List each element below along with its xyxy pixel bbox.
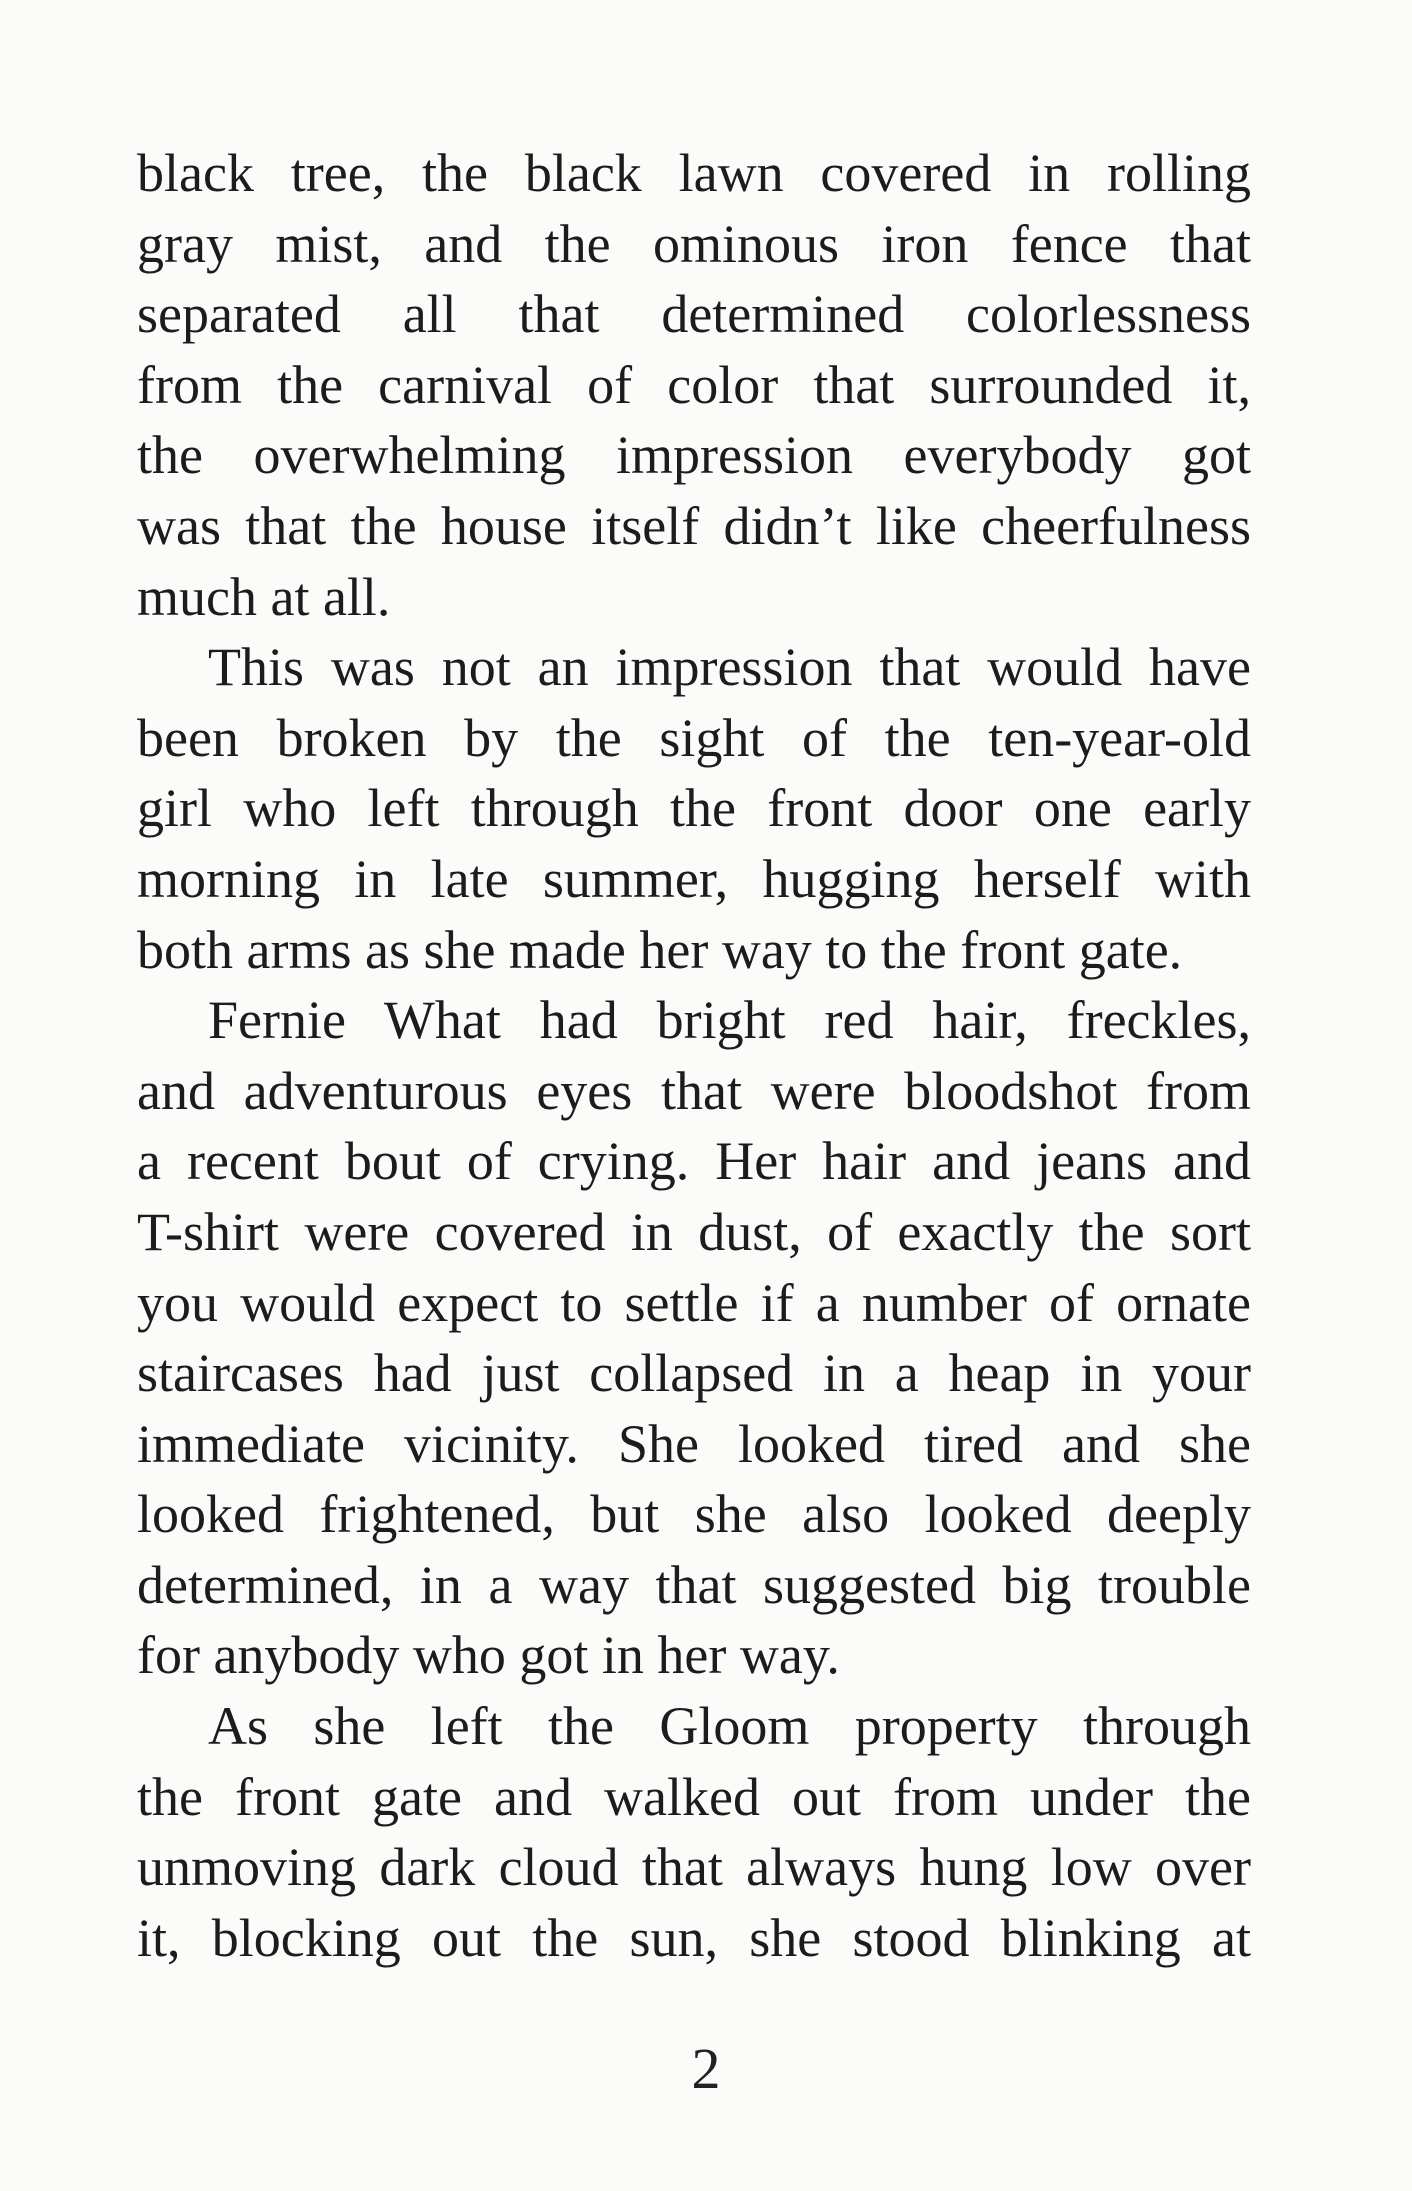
text-line: T-shirt were covered in dust, of exactly the sort [137,1201,1251,1262]
paragraph [137,138,1251,632]
body-text [137,138,1251,1973]
text-line: for anybody who got in her way. [137,1625,840,1686]
text-line: looked frightened, but she also looked deeply [137,1484,1251,1545]
text-line: girl who left through the front door one early [137,778,1251,839]
text-line: the front gate and walked out from under the [137,1766,1251,1827]
text-line: immediate vicinity. She looked tired and she [137,1413,1251,1474]
text-line: been broken by the sight of the ten-year-old [137,707,1251,768]
paragraph [137,1691,1251,1973]
text-line: Fernie What had bright red hair, freckles, [208,990,1251,1051]
text-line: the overwhelming impression everybody got [137,425,1251,486]
paragraph [137,632,1251,985]
text-line: both arms as she made her way to the front gate. [137,919,1183,980]
page-number: 2 [691,2036,721,2101]
text-line: and adventurous eyes that were bloodshot from [137,1060,1251,1121]
text-line: it, blocking out the sun, she stood blinking at [137,1907,1251,1968]
text-line: a recent bout of crying. Her hair and jeans and [137,1131,1251,1192]
text-line: black tree, the black lawn covered in rolling [137,143,1251,203]
text-line: unmoving dark cloud that always hung low over [137,1837,1251,1898]
text-line: was that the house itself didn’t like cheerfulness [137,495,1251,556]
paragraph [137,985,1251,1691]
text-line: separated all that determined colorlessness [137,284,1251,345]
text-line: much at all. [137,566,391,627]
text-line: As she left the Gloom property through [208,1696,1251,1757]
text-line: determined, in a way that suggested big trouble [137,1554,1251,1615]
text-line: This was not an impression that would have [208,637,1251,698]
text-line: you would expect to settle if a number of ornate [137,1272,1251,1333]
text-line: morning in late summer, hugging herself with [137,848,1251,909]
text-line: from the carnival of color that surrounded it, [137,354,1251,415]
text-line: staircases had just collapsed in a heap in your [137,1343,1251,1404]
text-line: gray mist, and the ominous iron fence that [137,213,1251,274]
